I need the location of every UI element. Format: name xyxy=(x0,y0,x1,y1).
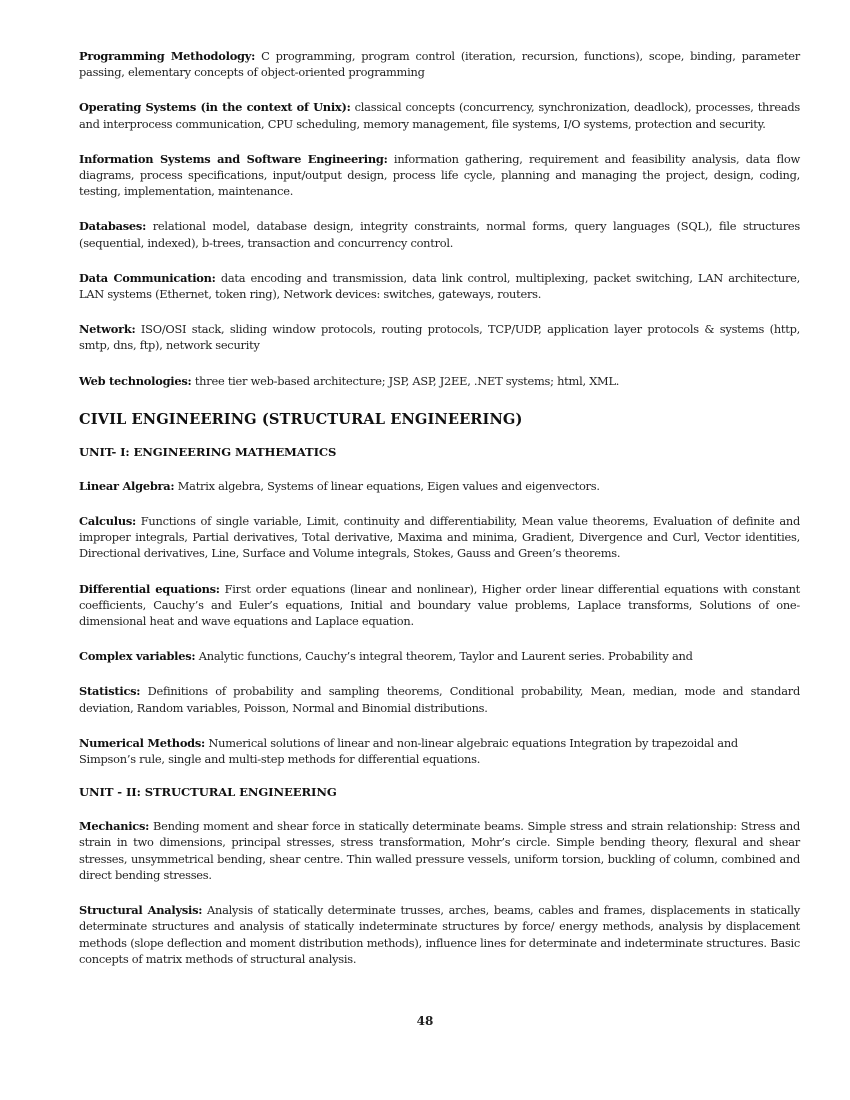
topic-statistics xyxy=(79,683,800,715)
topic-text: Analytic functions, Cauchy’s integral theorem, Taylor and Laurent series. Probability and xyxy=(195,649,693,664)
topic-text: First order equations (linear and nonlinear), Higher order linear differential equations with constant coefficients, Cauchy’s and Euler’s equations, Initial and boundary value problems, Laplace transforms, Solutions of one-dimensional heat and wave equations and Laplace equation. xyxy=(79,581,800,629)
topic-text: data encoding and transmission, data link control, multiplexing, packet switching, LAN architecture, LAN systems (Ethernet, token ring), Network devices: switches, gateways, routers. xyxy=(79,270,800,302)
unit-heading-engineering-mathematics: UNIT- I: ENGINEERING MATHEMATICS xyxy=(79,444,337,459)
topic-text: Matrix algebra, Systems of linear equations, Eigen values and eigenvectors. xyxy=(174,478,600,493)
topic-term: Network: xyxy=(79,322,136,337)
topic-numerical-methods xyxy=(79,735,800,767)
topic-term: Structural Analysis: xyxy=(79,903,203,918)
topic-text: ISO/OSI stack, sliding window protocols, routing protocols, TCP/UDP, application layer protocols & systems (http, smtp, dns, ftp), network security xyxy=(79,322,800,353)
topic-databases xyxy=(79,218,800,250)
topic-linear-algebra xyxy=(79,478,800,494)
section-heading-civil-engineering: CIVIL ENGINEERING (STRUCTURAL ENGINEERING) xyxy=(79,410,523,428)
topic-term: Web technologies: xyxy=(79,373,192,388)
topic-text: three tier web-based architecture; JSP, ASP, J2EE, .NET systems; html, XML. xyxy=(191,373,620,388)
topic-data-communication xyxy=(79,270,800,302)
topic-term: Statistics: xyxy=(79,684,141,699)
topic-line xyxy=(79,735,800,751)
topic-term: Operating Systems (in the context of Unix): xyxy=(79,100,351,115)
topic-calculus xyxy=(79,513,800,562)
topic-text: classical concepts (concurrency, synchronization, deadlock), processes, threads and interprocess communication, CPU scheduling, memory management, file systems, I/O systems, protection and security. xyxy=(79,100,800,131)
topic-operating-systems xyxy=(79,99,800,131)
topic-term: Data Communication: xyxy=(79,270,216,285)
document-page xyxy=(79,48,800,967)
topic-text: C programming, program control (iteration, recursion, functions), scope, binding, parameter passing, elementary concepts of object-oriented programming xyxy=(79,49,800,80)
topic-term: Information Systems and Software Engineering: xyxy=(79,151,388,166)
topic-web-technologies xyxy=(79,373,800,389)
topic-text: Bending moment and shear force in statically determinate beams. Simple stress and strain relationship: Stress and strain in two dimensions, principal stresses, stress transformation, Mohr’s circle. Simple bending theory, flexural and shear stresses, unsymmetrical bending, shear centre. Thin walled pressure vessels, uniform torsion, buckling of column, combined and direct bending stresses. xyxy=(79,819,800,882)
topic-term: Calculus: xyxy=(79,514,136,529)
topic-text: Numerical solutions of linear and non-linear algebraic equations Integration by trapezoidal and xyxy=(205,735,738,750)
topic-differential-equations xyxy=(79,581,800,630)
topic-term: Complex variables: xyxy=(79,649,196,664)
unit-heading-structural-engineering: UNIT - II: STRUCTURAL ENGINEERING xyxy=(79,785,337,800)
topic-term: Differential equations: xyxy=(79,581,220,596)
topic-text: information gathering, requirement and feasibility analysis, data flow diagrams, process specifications, input/output design, process life cycle, planning and managing the project, design, coding, testing, implementation, maintenance. xyxy=(79,151,800,199)
page-number: 48 xyxy=(416,1014,434,1028)
topic-term: Mechanics: xyxy=(79,819,150,834)
topic-programming-methodology xyxy=(79,48,800,80)
topic-text: relational model, database design, integrity constraints, normal forms, query languages (SQL), file structures (sequential, indexed), b-trees, transaction and concurrency control. xyxy=(79,219,800,250)
topic-information-systems xyxy=(79,151,800,200)
topic-structural-analysis xyxy=(79,902,800,967)
topic-term: Numerical Methods: xyxy=(79,735,206,750)
topic-text: Functions of single variable, Limit, continuity and differentiability, Mean value theorems, Evaluation of definite and improper integrals, Partial derivatives, Total derivative, Maxima and minima, Gradient, Divergence and Curl, Vector identities, Directional derivatives, Line, Surface and Volume integrals, Stokes, Gauss and Green’s theorems. xyxy=(79,514,800,561)
topic-term: Databases: xyxy=(79,219,147,234)
topic-mechanics xyxy=(79,818,800,883)
topic-term: Linear Algebra: xyxy=(79,478,175,493)
topic-text: Definitions of probability and sampling theorems, Conditional probability, Mean, median, mode and standard deviation, Random variables, Poisson, Normal and Binomial distributions. xyxy=(79,684,800,715)
topic-term: Programming Methodology: xyxy=(79,49,256,63)
topic-text: Analysis of statically determinate trusses, arches, beams, cables and frames, displacements in statically determinate structures and analysis of statically indeterminate structures by force/ energy methods, analysis by displacement methods (slope deflection and moment distribution methods), influence lines for determinate and indeterminate structures. Basic concepts of matrix methods of structural analysis. xyxy=(79,903,800,966)
topic-network xyxy=(79,321,800,353)
topic-line: Simpson’s rule, single and multi-step methods for differential equations. xyxy=(79,752,481,767)
topic-complex-variables xyxy=(79,648,800,664)
